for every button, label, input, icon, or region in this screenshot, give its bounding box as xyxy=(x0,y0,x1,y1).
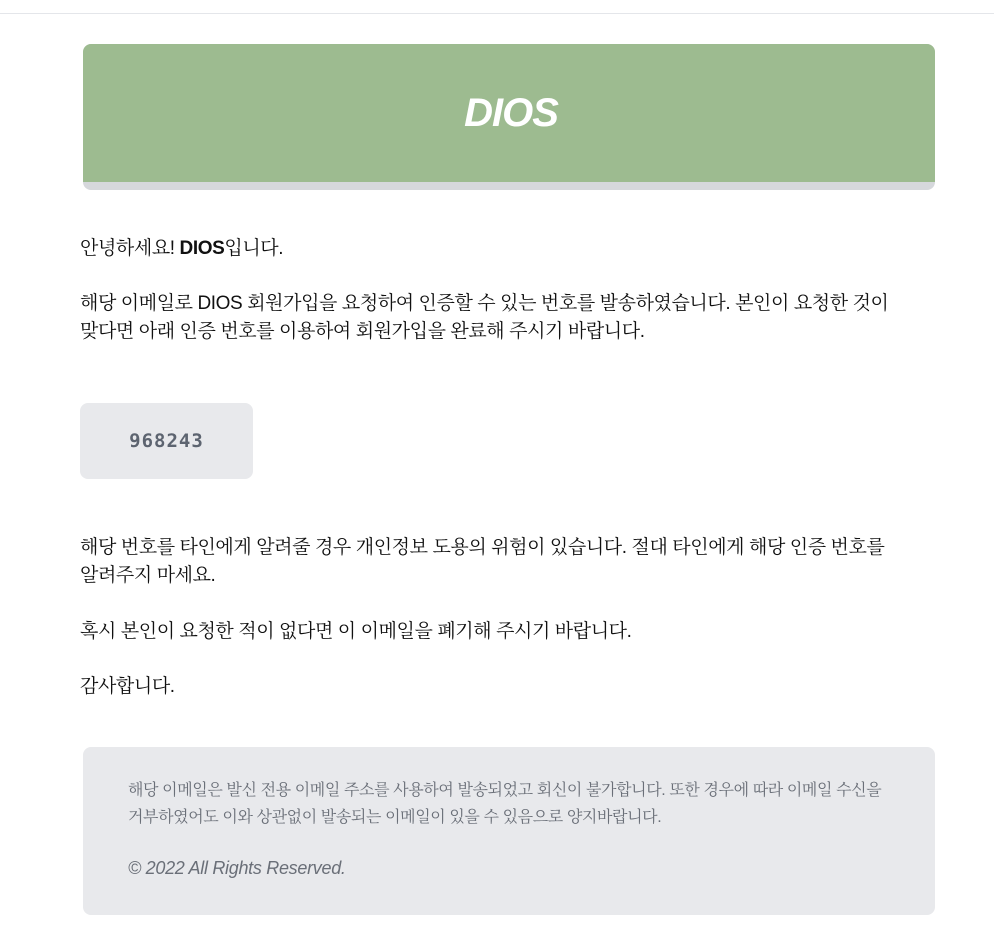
ignore-notice: 혹시 본인이 요청한 적이 없다면 이 이메일을 폐기해 주시기 바랍니다. xyxy=(80,621,632,642)
header-banner-fill xyxy=(83,44,935,182)
warning-paragraph: 해당 번호를 타인에게 알려줄 경우 개인정보 도용의 위험이 있습니다. 절대 타인에게 해당 인증 번호를 알려주지 마세요. xyxy=(80,537,885,586)
closing-line: 감사합니다. xyxy=(80,676,175,697)
brand-logo: DIOS xyxy=(464,90,558,135)
copyright: © 2022 All Rights Reserved. xyxy=(128,858,346,878)
verification-code-box xyxy=(80,403,253,479)
greeting-prefix: 안녕하세요! xyxy=(80,238,180,259)
footer-note: 해당 이메일은 발신 전용 이메일 주소를 사용하여 발송되었고 회신이 불가합니다. 또한 경우에 따라 이메일 수신을 거부하였어도 이와 상관없이 발송되는 이메일이 있을 수 있음으로 양지바랍니다. xyxy=(128,782,882,826)
top-divider xyxy=(0,0,994,14)
verification-code: 968243 xyxy=(129,430,204,452)
greeting-brand: DIOS xyxy=(179,238,225,259)
greeting-suffix: 입니다. xyxy=(224,238,284,259)
footer-panel xyxy=(83,747,935,915)
email-header-banner xyxy=(83,44,935,190)
intro-paragraph: 해당 이메일로 DIOS 회원가입을 요청하여 인증할 수 있는 번호를 발송하였습니다. 본인이 요청한 것이 맞다면 아래 인증 번호를 이용하여 회원가입을 완료해 주시기 바랍니다. xyxy=(80,293,889,342)
greeting-line xyxy=(80,235,895,263)
